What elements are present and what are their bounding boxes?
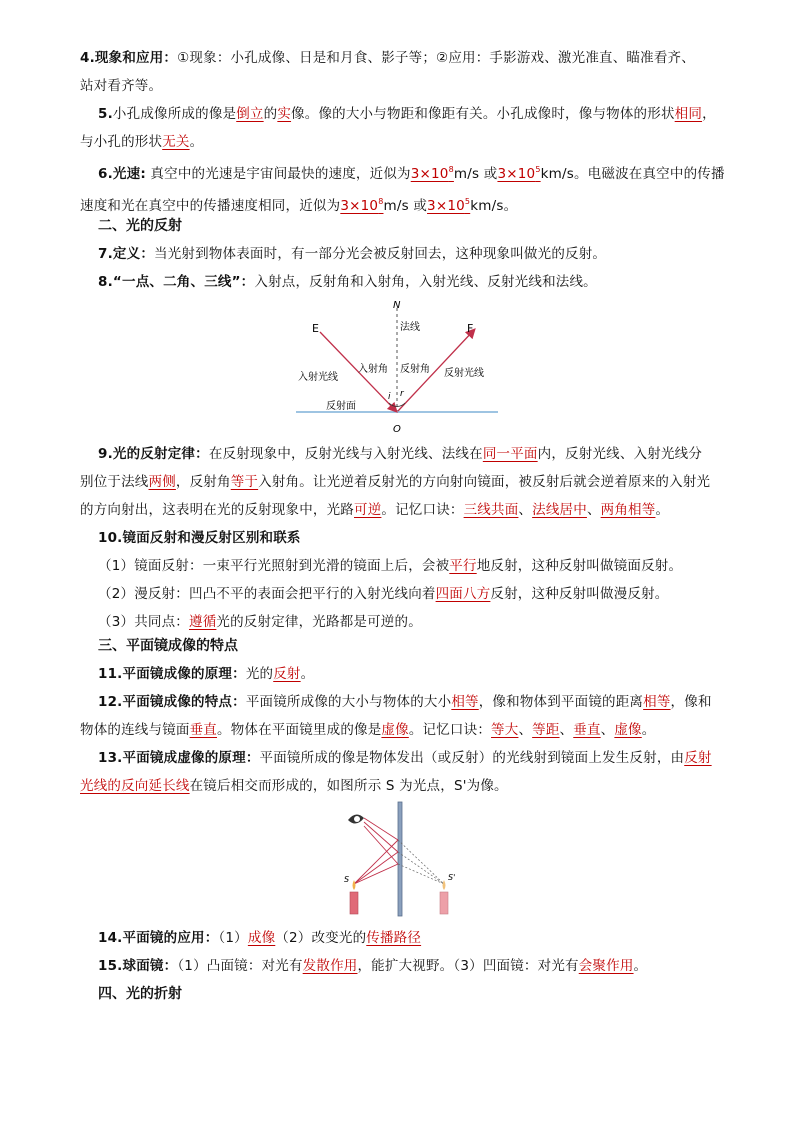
answer-blank: 四面八方 <box>435 586 491 602</box>
item-text: 入射点，反射角和入射角，入射光线、反射光线和法线。 <box>254 274 597 290</box>
item-text: 内，反射光线、入射光线分 <box>537 446 703 462</box>
item-text: （2）改变光的 <box>275 930 367 946</box>
item-text: （1）镜面反射：一束平行光照射到光滑的镜面上后，会被 <box>98 558 450 574</box>
item-title: 平面镜成像的特点： <box>122 694 246 710</box>
item-9: 9.光的反射定律：在反射现象中，反射光线与入射光线、法线在同一平面内，反射光线、入射光线分 别位于法线两侧，反射角等于入射角。让光逆着反射光的方向射向镜面，被反射后就会逆着原来的入射光 的方向射出，这表明在光的反射现象中，光路可逆。记忆口诀：三线共面、法线居中、两角相等。 <box>80 446 711 518</box>
item-text: 在反射现象中，反射光线与入射光线、法线在 <box>208 446 483 462</box>
item-text: 物体的连线与镜面 <box>80 722 190 738</box>
item-14 <box>80 924 720 952</box>
answer-blank: 传播路径 <box>366 930 422 946</box>
item-6 <box>80 156 725 220</box>
item-title: 镜面反射和漫反射区别和联系 <box>122 530 301 546</box>
answer-blank: 反射 <box>273 666 301 682</box>
answer-blank: 相等 <box>643 694 671 710</box>
item-number: 9. <box>98 446 113 462</box>
label-incident-ray: 入射光线 <box>298 372 338 383</box>
item-title: 球面镜： <box>122 958 178 974</box>
item-text: km/s。电磁波在真空中的传播 <box>540 166 725 182</box>
answer-blank: 等大 <box>491 722 519 738</box>
reflection-diagram <box>292 296 502 436</box>
item-text: 。物体在平面镜里成的像是 <box>217 722 382 738</box>
answer-blank: 倒立 <box>236 106 264 122</box>
item-text: 小孔成像所成的像是 <box>112 106 237 122</box>
answer-blank: 同一平面 <box>482 446 538 462</box>
item-8 <box>80 268 720 296</box>
item-number: 7. <box>98 246 113 262</box>
item-title: “一点、二角、三线”： <box>112 274 255 290</box>
item-text: m/s 或 <box>453 166 498 182</box>
item-text: 地反射，这种反射叫做镜面反射。 <box>476 558 683 574</box>
item-title: 光的反射定律： <box>112 446 209 462</box>
section-heading: 三、平面镜成像的特点 <box>98 638 238 654</box>
item-number: 11. <box>98 666 123 682</box>
item-text: 平面镜所成的像是物体发出（或反射）的光线射到镜面上发生反射，由 <box>259 750 685 766</box>
candle-object <box>350 880 358 914</box>
item-text: 当光射到物体表面时，有一部分光会被反射回去，这种现象叫做光的反射。 <box>154 246 607 262</box>
item-text: 光的 <box>245 666 274 682</box>
item-text: 与小孔的形状 <box>80 134 163 150</box>
item-text: ，能扩大视野。（3）凹面镜：对光有 <box>357 958 579 974</box>
item-title: 现象和应用： <box>94 50 178 66</box>
answer-blank: 垂直 <box>189 722 218 738</box>
item-text: 光的反射定律，光路都是可逆的。 <box>216 614 422 630</box>
item-number: 5. <box>98 106 113 122</box>
light-rays <box>354 818 398 884</box>
item-text: 真空中的光速是宇宙间最快的速度，近似为 <box>145 166 411 182</box>
item-text: ， <box>702 106 716 122</box>
label-reflected-ray: 反射光线 <box>444 368 484 379</box>
answer-blank: 实 <box>277 106 292 122</box>
item-13 <box>80 744 720 800</box>
item-4 <box>80 44 720 100</box>
label-F: F <box>467 322 474 335</box>
answer-blank: 三线共面 <box>463 502 519 518</box>
answer-blank: 会聚作用 <box>578 958 634 974</box>
virtual-rays <box>398 840 444 884</box>
label-S-prime: S' <box>448 873 456 882</box>
item-text: ，像和物体到平面镜的距离 <box>478 694 644 710</box>
item-text: 。 <box>300 666 315 682</box>
item-text: （2）漫反射：凹凸不平的表面会把平行的入射光线向着 <box>98 586 436 602</box>
label-S: S <box>344 875 350 884</box>
item-text: 在镜后相交而形成的，如图所示 S 为光点，S'为像。 <box>189 778 508 794</box>
item-text: 入射角。让光逆着反射光的方向射向镜面，被反射后就会逆着原来的入射光 <box>258 474 711 490</box>
answer-blank: 可逆 <box>354 502 382 518</box>
mirror <box>398 802 402 916</box>
label-E: E <box>312 322 319 335</box>
label-O: O <box>393 424 401 435</box>
item-text: 站对看齐等。 <box>80 78 163 94</box>
item-text: 的方向射出，这表明在光的反射现象中，光路 <box>80 502 354 518</box>
label-i: i <box>388 392 391 402</box>
item-text: ，像和 <box>670 694 712 710</box>
section-heading: 四、光的折射 <box>98 986 182 1002</box>
label-normal: 法线 <box>400 322 420 333</box>
section-heading: 二、光的反射 <box>98 218 182 234</box>
answer-blank: 虚像 <box>381 722 409 738</box>
item-text: （3）共同点： <box>98 614 189 630</box>
answer-blank: 反射 <box>684 750 712 766</box>
item-7 <box>80 240 720 268</box>
item-text: 反射，这种反射叫做漫反射。 <box>490 586 669 602</box>
answer-value: $3\times 10^5$ <box>497 165 541 182</box>
item-number: 14. <box>98 930 123 946</box>
item-12: 12.平面镜成像的特点：平面镜所成像的大小与物体的大小相等，像和物体到平面镜的距离相等，像和 物体的连线与镜面垂直。物体在平面镜里成的像是虚像。记忆口诀：等大、等距、垂直、虚像。 <box>80 694 712 738</box>
item-text: 。记忆口诀： <box>408 722 492 738</box>
item-11 <box>80 660 720 688</box>
answer-blank: 遵循 <box>189 614 217 630</box>
item-number: 6. <box>98 166 113 182</box>
item-text: 速度和光在真空中的传播速度相同，近似为 <box>80 198 341 214</box>
item-text: 像。像的大小与物距和像距有关。小孔成像时，像与物体的形状 <box>291 106 675 122</box>
item-text: （1）凸面镜：对光有 <box>177 958 303 974</box>
item-text: （1） <box>218 930 248 946</box>
answer-blank: 发散作用 <box>302 958 358 974</box>
answer-value: $3\times 10^8$ <box>340 197 384 214</box>
label-r: r <box>400 389 404 399</box>
item-text: 。 <box>189 134 204 150</box>
answer-blank: 光线的反向延长线 <box>80 778 190 794</box>
label-incidence-angle: 入射角 <box>358 364 388 375</box>
item-number: 4. <box>80 50 95 66</box>
label-N: N <box>393 300 401 311</box>
item-number: 12. <box>98 694 123 710</box>
item-5 <box>80 100 738 156</box>
item-title: 光速: <box>112 166 146 182</box>
answer-blank: 相等 <box>451 694 479 710</box>
item-number: 13. <box>98 750 123 766</box>
answer-blank: 法线居中 <box>532 502 587 518</box>
label-surface: 反射面 <box>326 401 356 412</box>
item-text: 。 <box>633 958 648 974</box>
answer-blank: 两角相等 <box>600 502 656 518</box>
answer-blank: 成像 <box>247 930 276 946</box>
item-title: 定义： <box>112 246 155 262</box>
item-number: 15. <box>98 958 123 974</box>
item-text: 平面镜所成像的大小与物体的大小 <box>245 694 452 710</box>
answer-value: $3\times 10^8$ <box>410 165 454 182</box>
item-text: ①现象：小孔成像、日是和月食、影子等；②应用：手影游戏、激光准直、瞄准看齐、 <box>177 50 695 66</box>
item-10 <box>80 524 720 636</box>
label-reflection-angle: 反射角 <box>400 364 430 375</box>
eye-icon <box>348 814 364 823</box>
item-title: 平面镜的应用： <box>122 930 219 946</box>
answer-blank: 相同 <box>674 106 703 122</box>
item-number: 10. <box>98 530 123 546</box>
item-title: 平面镜成像的原理： <box>122 666 246 682</box>
answer-blank: 等于 <box>230 474 259 490</box>
item-text: 的 <box>263 106 278 122</box>
answer-blank: 平行 <box>449 558 477 574</box>
answer-value: $3\times 10^5$ <box>427 197 471 214</box>
item-title: 平面镜成虚像的原理： <box>122 750 260 766</box>
item-text: m/s 或 <box>383 198 428 214</box>
item-number: 8. <box>98 274 113 290</box>
item-text: 。记忆口诀： <box>381 502 464 518</box>
answer-blank: 两侧 <box>148 474 176 490</box>
answer-blank: 等距 <box>532 722 560 738</box>
answer-blank: 垂直 <box>573 722 601 738</box>
item-text: km/s。 <box>470 198 518 214</box>
item-15 <box>80 952 720 980</box>
candle-image <box>440 880 448 914</box>
answer-blank: 虚像 <box>614 722 642 738</box>
item-text: ，反射角 <box>175 474 231 490</box>
item-text: 别位于法线 <box>80 474 149 490</box>
answer-blank: 无关 <box>162 134 190 150</box>
plane-mirror-diagram <box>340 800 470 920</box>
